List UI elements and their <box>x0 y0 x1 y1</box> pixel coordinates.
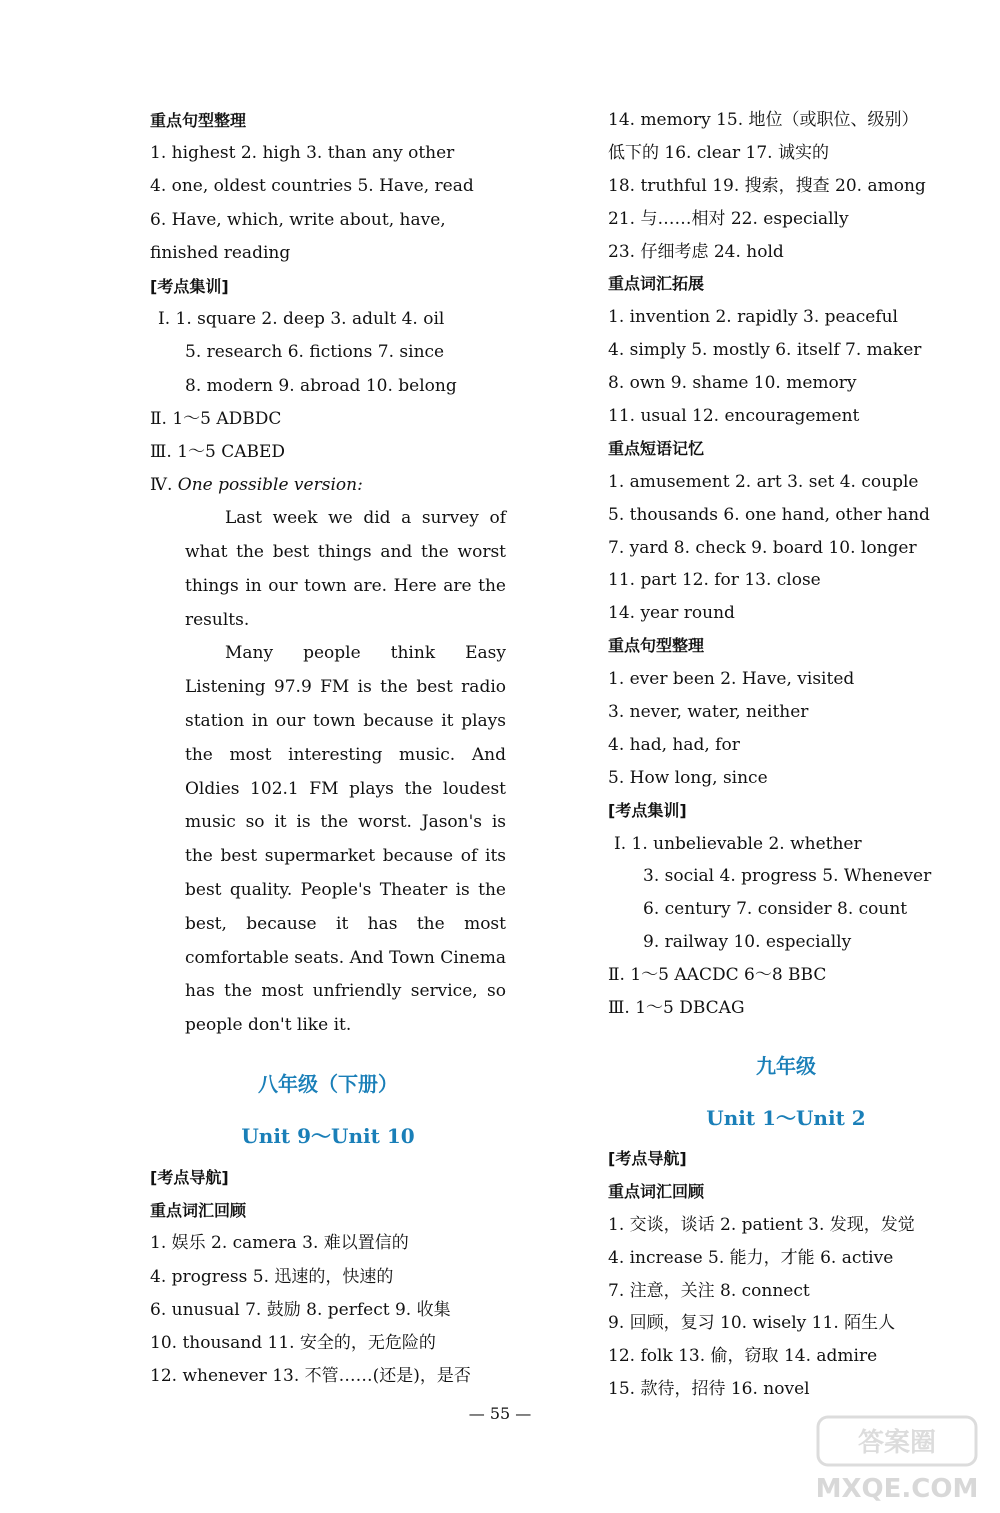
section-heading: 重点词汇回顾 <box>150 1201 247 1221</box>
answer-line: Ⅱ. 1～5 AACDC 6～8 BBC <box>608 965 827 986</box>
answer-line: 4. increase 5. 能力，才能 6. active <box>608 1247 894 1268</box>
answer-line: 3. social 4. progress 5. Whenever <box>643 866 932 887</box>
answer-line: 4. simply 5. mostly 6. itself 7. maker <box>608 340 922 361</box>
essay-paragraph: Many people think Easy Listening 97.9 FM is the best radio station in our town because it plays the most interesting music. And Oldies 102.1 FM plays the loudest music so it is the worst. Jason's is the best supermarket because of its best quality. People's Theater is the best, because it has the most comfortable seats. And Town Cinema has the most unfriendly service, so people don't like it. <box>185 643 506 1036</box>
answer-line: 4. progress 5. 迅速的，快速的 <box>150 1266 394 1287</box>
answer-line: 1. invention 2. rapidly 3. peaceful <box>608 307 898 328</box>
section-heading: [考点集训] <box>608 800 687 820</box>
answer-line: 14. memory 15. 地位（或职位、级别） <box>608 110 919 130</box>
answer-line: 9. 回顾，复习 10. wisely 11. 陌生人 <box>608 1313 896 1334</box>
answer-line: 15. 款待，招待 16. novel <box>608 1379 810 1400</box>
answer-line: Ⅲ. 1～5 CABED <box>150 441 286 462</box>
answer-line: 7. 注意，关注 8. connect <box>608 1280 810 1301</box>
section-heading: [考点集训] <box>150 276 229 296</box>
answer-line: 6. Have, which, write about, have, <box>150 209 446 230</box>
watermark-text: MXQE.COM <box>815 1474 979 1504</box>
watermark-logo <box>808 1413 986 1505</box>
section-heading: 重点短语记忆 <box>608 438 705 458</box>
answer-line: Ⅱ. 1～5 ADBDC <box>150 408 282 429</box>
left-column <box>150 104 506 1393</box>
answer-line: 8. own 9. shame 10. memory <box>608 373 857 394</box>
page-number: — 55 — <box>468 1404 532 1423</box>
answer-line: Ⅰ. 1. square 2. deep 3. adult 4. oil <box>158 309 445 330</box>
answer-line: 5. How long, since <box>608 767 768 788</box>
answer-line: 9. railway 10. especially <box>643 932 852 953</box>
answer-line: 3. never, water, neither <box>608 702 809 723</box>
answer-line: 1. highest 2. high 3. than any other <box>150 143 455 164</box>
section-heading: 重点词汇回顾 <box>608 1181 705 1201</box>
essay-paragraph: Last week we did a survey of what the best things and the worst things in our town are. Here are the results. <box>185 508 506 630</box>
svg-text:答案圈: 答案圈 <box>857 1428 937 1458</box>
answer-line: 4. had, had, for <box>608 734 740 755</box>
answer-line: 7. yard 8. check 9. board 10. longer <box>608 537 917 558</box>
answer-line: 23. 仔细考虑 24. hold <box>608 241 784 262</box>
answer-line: 14. year round <box>608 603 735 624</box>
answer-line: 5. thousands 6. one hand, other hand <box>608 504 930 525</box>
answer-line: 1. amusement 2. art 3. set 4. couple <box>608 471 919 492</box>
answer-line: 低下的 16. clear 17. 诚实的 <box>608 142 829 163</box>
section-heading: 重点句型整理 <box>608 636 705 656</box>
answer-line: 12. folk 13. 偷，窃取 14. admire <box>608 1346 878 1367</box>
section-heading: [考点导航] <box>608 1148 687 1168</box>
grade-title: 九年级 <box>756 1053 816 1078</box>
answer-line: 8. modern 9. abroad 10. belong <box>185 375 457 396</box>
answer-line <box>150 469 506 502</box>
essay <box>185 502 506 1043</box>
section-heading: 重点句型整理 <box>150 111 247 130</box>
answer-line: 21. 与……相对 22. especially <box>608 208 849 229</box>
answer-line: 6. unusual 7. 鼓励 8. perfect 9. 收集 <box>150 1299 451 1320</box>
answer-line: 10. thousand 11. 安全的，无危险的 <box>150 1332 436 1353</box>
unit-title: Unit 9～Unit 10 <box>241 1124 415 1148</box>
unit-title: Unit 1～Unit 2 <box>706 1105 866 1130</box>
answer-line: 6. century 7. consider 8. count <box>643 899 908 920</box>
answer-line: Ⅲ. 1～5 DBCAG <box>608 998 745 1019</box>
answer-line: 18. truthful 19. 搜索，搜查 20. among <box>608 175 926 196</box>
answer-line: 12. whenever 13. 不管……(还是)，是否 <box>150 1366 471 1387</box>
answer-line: Ⅰ. 1. unbelievable 2. whether <box>614 833 862 854</box>
answer-line: finished reading <box>150 242 291 263</box>
answer-line: 1. 交谈，谈话 2. patient 3. 发现，发觉 <box>608 1214 915 1235</box>
section-heading: 重点词汇拓展 <box>608 274 705 294</box>
answer-line: 4. one, oldest countries 5. Have, read <box>150 176 474 197</box>
answer-line: 5. research 6. fictions 7. since <box>185 342 445 363</box>
grade-title: 八年级（下册） <box>258 1072 398 1096</box>
answer-line: 1. 娱乐 2. camera 3. 难以置信的 <box>150 1233 409 1254</box>
answer-line: 11. usual 12. encouragement <box>608 406 860 427</box>
section-heading: [考点导航] <box>150 1168 229 1187</box>
answer-line: 1. ever been 2. Have, visited <box>608 669 855 690</box>
exercise-label: Ⅳ. <box>150 475 173 496</box>
version-note: One possible version: <box>177 475 363 496</box>
answer-line: 11. part 12. for 13. close <box>608 570 821 591</box>
right-column <box>608 104 964 1406</box>
